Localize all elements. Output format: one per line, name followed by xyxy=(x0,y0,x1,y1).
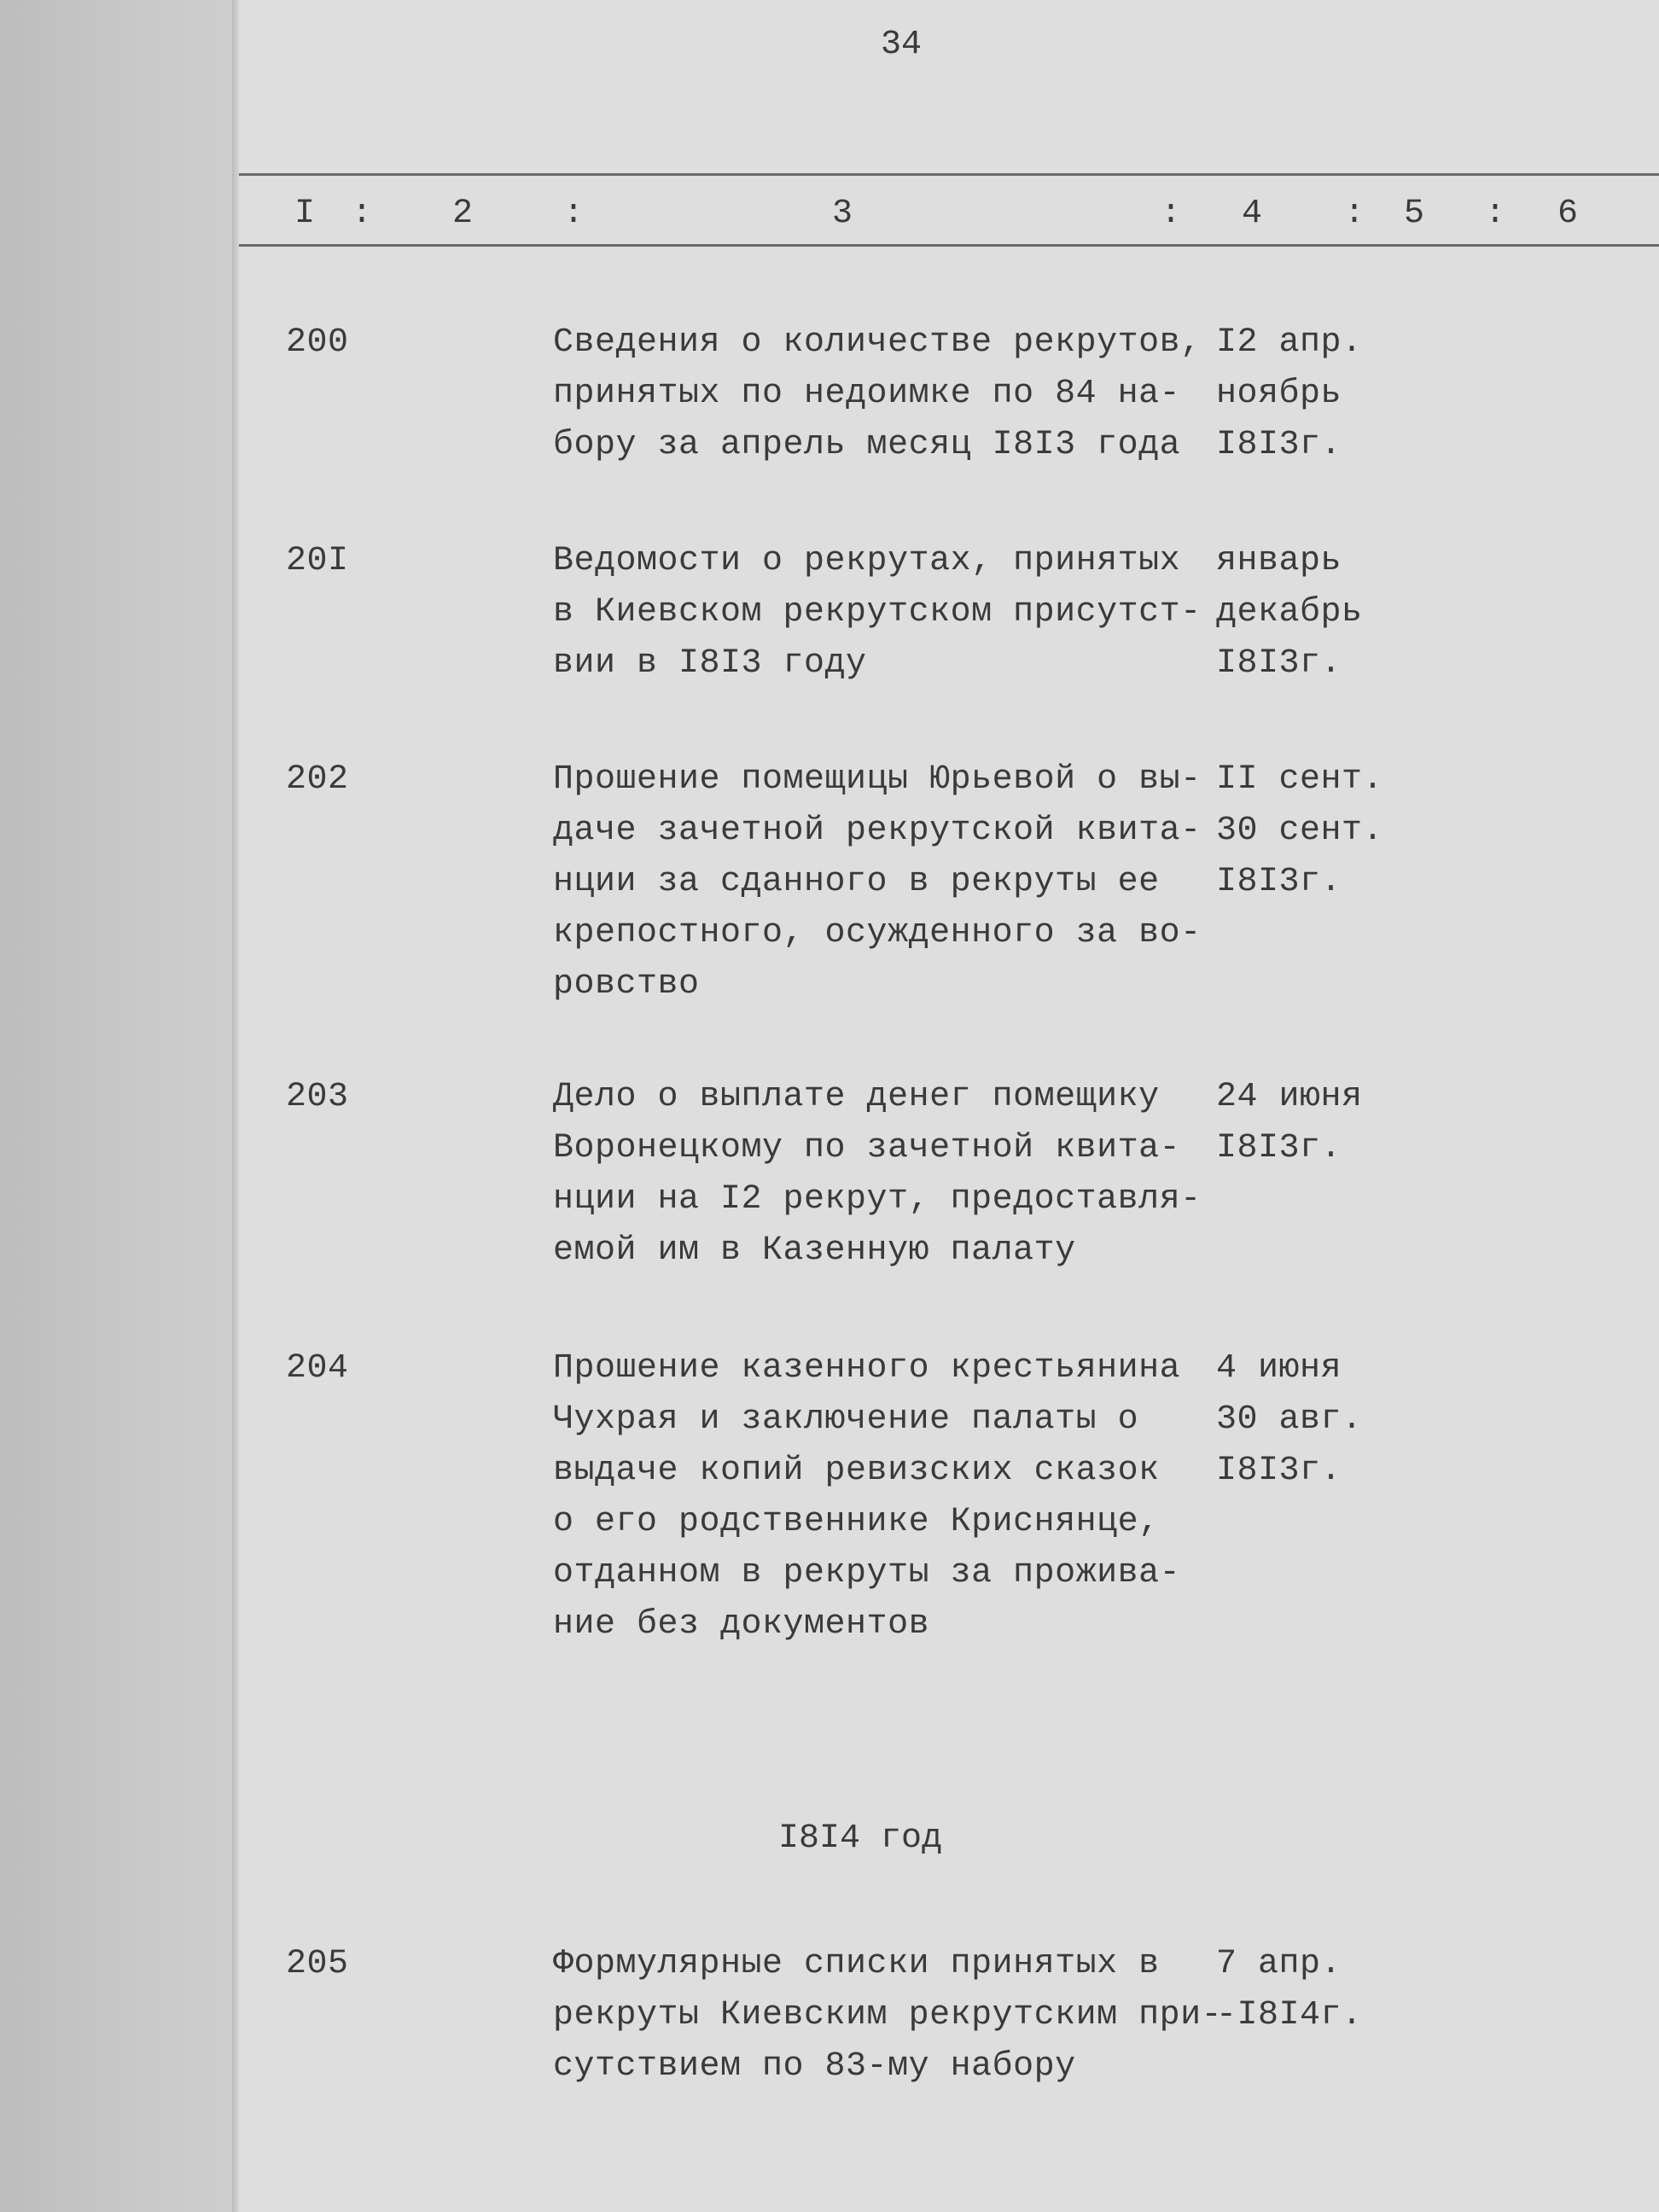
column-header: 4 xyxy=(1242,195,1263,233)
entry-description-line: даче зачетной рекрутской квита- xyxy=(553,812,1202,850)
entry-date-line: I8I3г. xyxy=(1216,1452,1342,1490)
entry-date-line: I8I3г. xyxy=(1216,1129,1342,1167)
column-header: I xyxy=(294,195,316,233)
entry-description-line: в Киевском рекрутском присутст- xyxy=(553,593,1202,632)
entry-number: 202 xyxy=(286,760,349,799)
entry-date-line: 30 сент. xyxy=(1216,812,1384,850)
entry-number: 205 xyxy=(286,1945,349,1983)
entry-date-line: I8I3г. xyxy=(1216,426,1342,464)
column-header: 6 xyxy=(1557,195,1579,233)
header-bottom-rule xyxy=(239,244,1659,247)
entry-description-line: емой им в Казенную палату xyxy=(553,1231,1076,1270)
entry-date-line: 24 июня xyxy=(1216,1078,1363,1116)
column-header: 3 xyxy=(832,195,853,233)
binding-margin xyxy=(0,0,243,2212)
entry-description-line: рекруты Киевским рекрутским при- xyxy=(553,1996,1223,2034)
entry-number: 203 xyxy=(286,1078,349,1116)
column-separator: : xyxy=(1161,195,1182,233)
entry-description-line: Прошение помещицы Юрьевой о вы- xyxy=(553,760,1202,799)
year-heading: I8I4 год xyxy=(778,1819,943,1858)
entry-description-line: Ведомости о рекрутах, принятых xyxy=(553,542,1181,580)
entry-date-line: ноябрь xyxy=(1216,375,1342,413)
entry-date-line: I8I3г. xyxy=(1216,644,1342,683)
column-separator: : xyxy=(1344,195,1365,233)
entry-number: 200 xyxy=(286,323,349,362)
entry-date-line: I8I3г. xyxy=(1216,863,1342,901)
entry-number: 204 xyxy=(286,1349,349,1388)
entry-description-line: отданном в рекруты за прожива- xyxy=(553,1554,1181,1592)
entry-description-line: ние без документов xyxy=(553,1605,930,1644)
entry-description-line: бору за апрель месяц I8I3 года xyxy=(553,426,1181,464)
entry-description-line: о его родственнике Криснянце, xyxy=(553,1503,1160,1541)
entry-description-line: нции на I2 рекрут, предоставля- xyxy=(553,1180,1202,1219)
entry-date-line: -I8I4г. xyxy=(1216,1996,1363,2034)
entry-description-line: ровство xyxy=(553,965,700,1004)
entry-description-line: крепостного, осужденного за во- xyxy=(553,914,1202,952)
entry-description-line: принятых по недоимке по 84 на- xyxy=(553,375,1181,413)
entry-description-line: вии в I8I3 году xyxy=(553,644,867,683)
entry-date-line: 7 апр. xyxy=(1216,1945,1342,1983)
column-separator: : xyxy=(1485,195,1506,233)
entry-date-line: II сент. xyxy=(1216,760,1384,799)
entry-description-line: Дело о выплате денег помещику xyxy=(553,1078,1160,1116)
entry-description-line: выдаче копий ревизских сказок xyxy=(553,1452,1160,1490)
entry-description-line: нции за сданного в рекруты ее xyxy=(553,863,1160,901)
entry-date-line: I2 апр. xyxy=(1216,323,1363,362)
entry-description-line: Чухрая и заключение палаты о xyxy=(553,1400,1139,1439)
entry-date-line: 30 авг. xyxy=(1216,1400,1363,1439)
page-edge xyxy=(232,0,239,2212)
column-header: 2 xyxy=(452,195,474,233)
entry-date-line: январь xyxy=(1216,542,1342,580)
entry-description-line: Сведения о количестве рекрутов, xyxy=(553,323,1202,362)
header-top-rule xyxy=(239,173,1659,176)
column-header: 5 xyxy=(1404,195,1425,233)
page-number: 34 xyxy=(881,26,923,64)
entry-description-line: Формулярные списки принятых в xyxy=(553,1945,1160,1983)
column-separator: : xyxy=(563,195,585,233)
column-separator: : xyxy=(352,195,373,233)
entry-description-line: Воронецкому по зачетной квита- xyxy=(553,1129,1181,1167)
entry-description-line: сутствием по 83-му набору xyxy=(553,2047,1076,2086)
entry-date-line: декабрь xyxy=(1216,593,1363,632)
entry-date-line: 4 июня xyxy=(1216,1349,1342,1388)
entry-number: 20I xyxy=(286,542,349,580)
entry-description-line: Прошение казенного крестьянина xyxy=(553,1349,1181,1388)
